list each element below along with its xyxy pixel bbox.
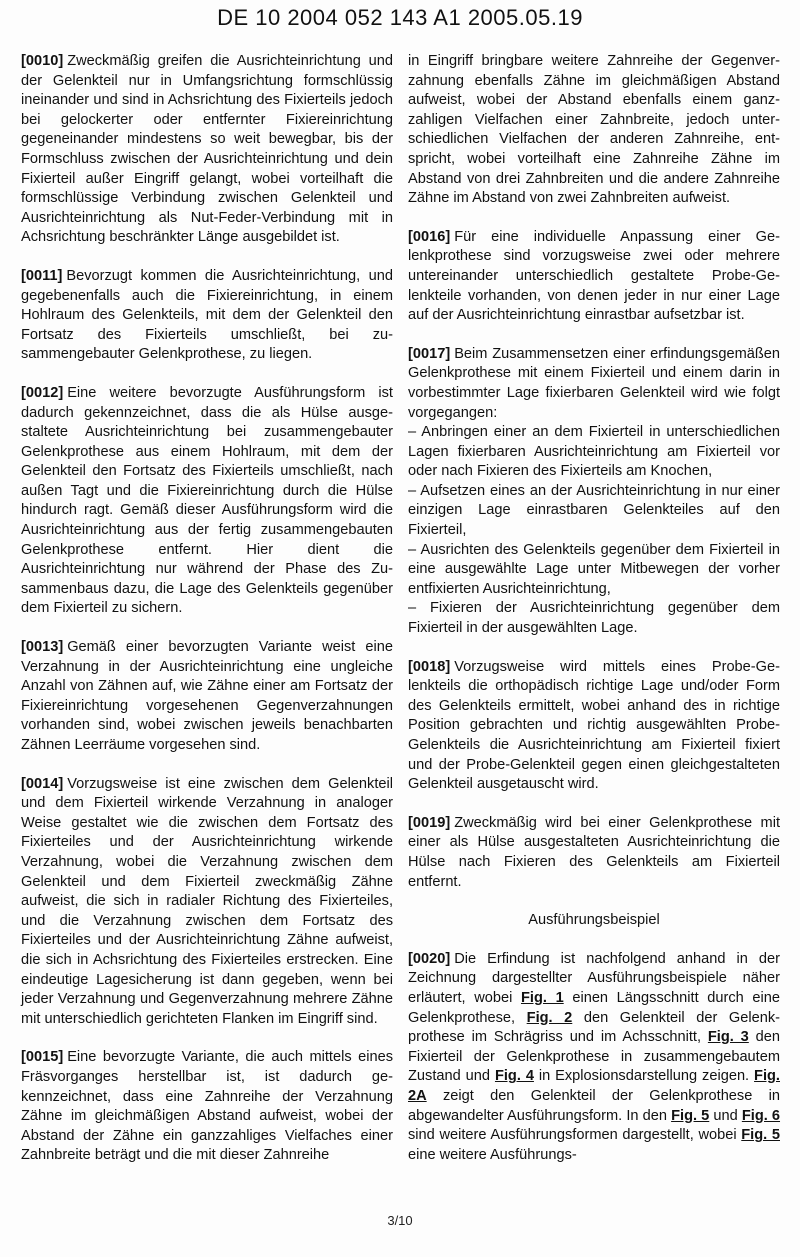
paragraph-text: Bevorzugt kommen die Ausrichteinrichtung, und gegebenenfalls auch die Fixiereinrichtung, in einem Hohlraum des Gelenkteils, mit dem der Gelenkteil den Fortsatz des Fixierteils umschließt, bei zusammengebauter Gelenkprothese, zu liegen. [21,267,393,363]
paragraph-text: Für eine individuelle Anpassung einer Gelenkprothese sind vorzugsweise zwei oder mehrere untereinander unterschiedlich gestaltete Probe-Gelenkteile vorhanden, von denen jeder in nur einer Lage auf der Ausrichteinrichtung einrastbar aufsetzbar ist. [408,228,780,324]
paragraph-text: Zweckmäßig wird bei einer Gelenkprothese mit einer als Hülse ausgestalteten Ausrichteinrichtung die Hülse nach Fixieren des Gelenkteils am Fixierteil entfernt. [408,814,780,890]
paragraph-0020 [408,950,780,1166]
section-heading: Ausführungsbeispiel [528,912,660,929]
paragraph-number: [0011] [21,267,63,284]
left-column [21,52,393,1185]
paragraph-text: eine weitere Ausführungs- [408,1146,577,1163]
paragraph-0010 [21,52,393,248]
paragraph-text: und [709,1107,742,1124]
paragraph-0014 [21,775,393,1030]
paragraph-text: Vorzugsweise wird mittels eines Probe-Gelenkteils die orthopädisch richtige Lage und/oder Form des Gelenkteils ermittelt, wobei anhand des in richtige Position gebrachten und richtig ausgewählten Probe-Gelenkteils die Ausrichteinrichtung am Fixierteil fixiert und der Probe-Gelenkteil gegen einen gleichgestalteten Gelenkteil ausgetauscht wird. [408,658,780,793]
paragraph-number: [0016] [408,228,451,245]
paragraph-text: Die Erfindung ist nachfolgend anhand in der Zeichnung dargestellter Ausführungsbeispiele näher erläutert, wobei [408,950,780,1006]
paragraph-text: Eine weitere bevorzugte Ausführungsform ist dadurch gekennzeichnet, dass die als Hülse ausgestaltete Ausrichteinrichtung bei zusammengebauter Gelenkprothese aus einem Hohlraum, mit dem der Gelenkteil den Fortsatz des Fixierteils umschließt, nach außen Tagt und die Fixiereinrichtung durch die Hülse hindurch ragt. Gemäß dieser Ausführungsform wird die Ausrichteinrichtung aus der fertig zusammengebauten Gelenkprothese entfernt. Hier dient die Ausrichteinrichtung nur während der Phase des Zusammenbaus dazu, die Lage des Gelenkteils gegenüber dem Fixierteil zu sichern. [21,384,393,617]
figure-reference: Fig. 4 [494,1068,534,1085]
paragraph-0018 [408,658,780,795]
paragraph-text: in Explosionsdarstellung zeigen. [533,1068,755,1085]
page-header: DE 10 2004 052 143 A1 2005.05.19 [217,5,583,30]
paragraph-text: Beim Zusammensetzen einer erfindungsgemäßen Gelenkprothese mit einem Fixierteil und einem darin in vorbestimmter Lage fixierbaren Gelenkteil wird wie folgt vorgegangen: [408,345,780,421]
paragraph-number: [0018] [408,658,451,675]
paragraph-0015 [21,1048,393,1166]
paragraph-text: Gemäß einer bevorzugten Variante weist eine Verzahnung in der Ausrichteinrichtung eine ungleiche Anzahl von Zähnen auf, wie Zähne einer am Fortsatz der Fixiereinrichtung vorgesehenen Gegenverzahnungen vorhanden sind, wobei zwischen jeweils benachbarten Zähnen Leerräume vorgesehen sind. [21,639,393,753]
figure-reference: Fig. 6 [741,1107,781,1124]
paragraph-text: sind weitere Ausführungsformen dargestellt, wobei [408,1127,742,1144]
paragraph-text: den Gelenkteil der Gelenkprothese im Schrägriss und im Achsschnitt, [408,1009,780,1046]
paragraph-0013 [21,638,393,756]
figure-reference: Fig. 5 [671,1107,710,1124]
paragraph-number: [0010] [21,53,64,69]
paragraph-0015-continued: in Eingriff bringbare weitere Zahnreihe der Gegenverzahnung ebenfalls Zähne im gleichmäßigen Abstand aufweist, wobei der Abstand ebenfalls einem ganzzahligen Vielfachen einer Zahnbreite, jedoch unterschiedlichen Vielfachen der anderen Zahnreihe, entspricht, wobei vorteilhaft eine Zahnreihe Zähne im Abstand von drei Zahnbreiten und die andere Zahnreihe Zähne im Abstand von zwei Zahnbreiten aufweist. [408,53,780,207]
list-item: – Fixieren der Ausrichteinrichtung gegenüber dem Fixierteil in der ausgewählten Lage. [408,600,780,637]
figure-reference: Fig. 5 [741,1127,780,1144]
paragraph-0016 [408,228,780,326]
page-number: 3/10 [387,1213,413,1228]
list-item: – Ausrichten des Gelenkteils gegenüber dem Fixierteil in eine ausgewählte Lage unter Mitbewegen der vorher entfixierten Ausrichteinrichtung, [408,541,780,597]
list-item: – Anbringen einer an dem Fixierteil in unterschiedlichen Lagen fixierbaren Ausrichteinrichtung am Fixierteil vor oder nach Fixieren des Fixierteils am Knochen, [408,424,780,480]
paragraph-text: einen Längsschnitt durch eine Gelenkprothese, [408,989,780,1026]
paragraph-number: [0013] [21,639,64,656]
paragraph-number: [0019] [408,814,451,831]
figure-reference: Fig. 2 [526,1009,573,1026]
figure-reference: Fig. 1 [521,989,564,1006]
step-list [408,423,780,639]
figure-reference: Fig. 2A [408,1068,780,1104]
paragraph-text: den Fixierteil der Gelenkprothese in zusammengebautem Zustand und [408,1029,781,1085]
paragraph-number: [0017] [408,345,451,362]
right-column [408,52,780,1184]
figure-reference: Fig. 3 [707,1029,749,1046]
paragraph-number: [0015] [21,1049,64,1066]
paragraph-0012 [21,384,393,619]
paragraph-text: Vorzugsweise ist eine zwischen dem Gelenkteil und dem Fixierteil wirkende Verzahnung in analoger Weise gestaltet wie die zwischen dem Fortsatz des Fixierteiles und der Ausrichteinrichtung wirkende Verzahnung, wobei die Verzahnung zwischen dem Gelenkteil und dem Fixierteil zweckmäßig Zähne aufweist, die sich in radialer Richtung des Fixierteiles, und die Verzahnung zwischen dem Fortsatz des Fixierteiles und der Ausrichteinrichtung Zähne aufweist, die sich in Achsrichtung des Fixierteiles erstrecken. Eine eindeutige Lagesicherung ist dann gegeben, wenn bei jeder Verzahnung und Gegenverzahnung mehrere Zähne mit unterschiedlich gerichteten Flanken im Eingriff sind. [21,775,393,1027]
paragraph-0011 [21,267,393,365]
paragraph-number: [0020] [408,950,451,967]
paragraph-text: Zweckmäßig greifen die Ausrichteinrichtung und der Gelenkteil nur in Umfangsrichtung formschlüssig ineinander und sind in Achsrichtung des Fixierteils jedoch bei gelockerter oder entfernter Fixiereinrichtung gegeneinander mindestens so weit bewegbar, bis der Formschluss zwischen der Ausrichteinrichtung und dein Fixierteil außer Eingriff gelangt, wobei vorteilhaft die formschlüssige Verbindung zwischen Gelenkteil und Ausrichteinrichtung als Nut-Feder-Verbindung mit in Achsrichtung beschränkter Länge ausgebildet ist. [21,53,393,246]
paragraph-0019 [408,814,780,892]
paragraph-0017 [408,345,780,423]
paragraph-text: Eine bevorzugte Variante, die auch mittels eines Fräsvorganges herstellbar ist, ist dadurch gekennzeichnet, dass eine Zahnreihe der Verzahnung Zähne im gleichmäßigen Abstand aufweist, wobei der Abstand der Zähne ein ganzzahliges Vielfaches einer Zahnbreite beträgt und die mit dieser Zahnreihe [21,1049,393,1164]
paragraph-number: [0012] [21,384,64,401]
paragraph-text: zeigt den Gelenkteil der Gelenkprothese in abgewandelter Ausführungsform. In den [408,1087,780,1124]
list-item: – Aufsetzen eines an der Ausrichteinrichtung in nur einer einzigen Lage einrastbaren Gelenkteiles auf den Fixierteil, [408,482,780,539]
paragraph-number: [0014] [21,775,64,792]
